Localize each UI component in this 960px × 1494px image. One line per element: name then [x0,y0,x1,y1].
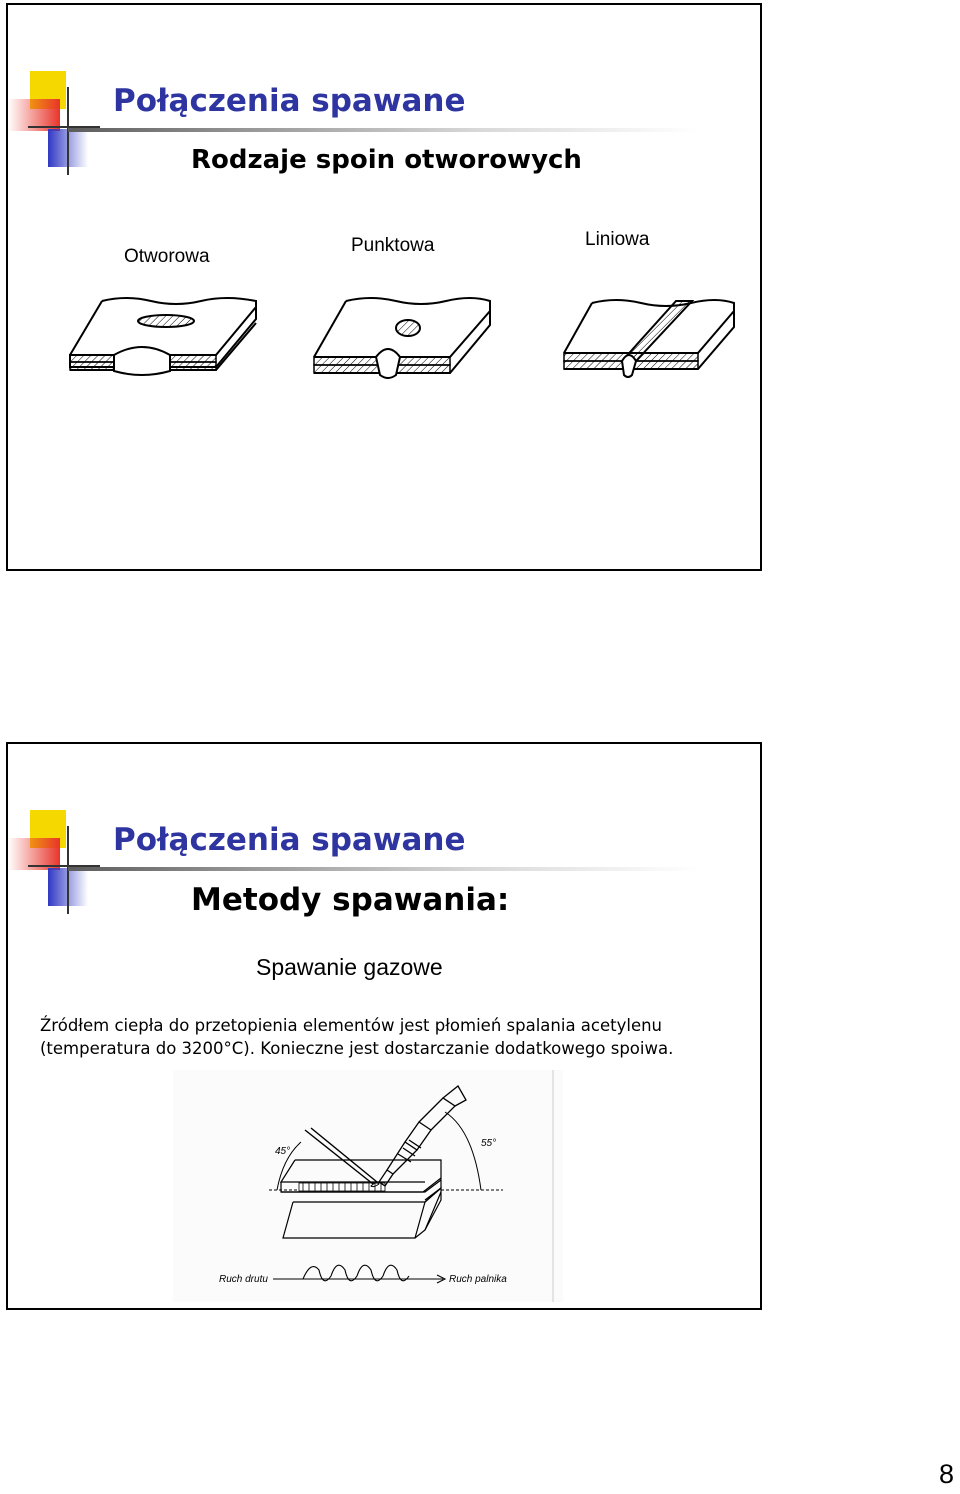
description-line: (temperatura do 3200°C). Konieczne jest dostarczanie dodatkowego spoiwa. [40,1039,674,1058]
torch-motion-label: Ruch palnika [449,1274,507,1285]
angle-left-label: 45° [275,1146,291,1157]
title-underline [68,128,698,132]
label-otworowa: Otworowa [124,246,210,267]
slide-subtitle: Metody spawania: [191,882,510,918]
slide-title: Połączenia spawane [113,822,466,858]
angle-right-label: 55° [481,1138,497,1149]
method-description [40,1014,740,1060]
weld-types-figure [56,291,746,396]
wire-motion-label: Ruch drutu [219,1274,268,1285]
method-heading: Spawanie gazowe [256,954,443,980]
description-line: Źródłem ciepła do przetopienia elementów jest płomień spalania acetylenu [40,1016,663,1035]
slide-logo-icon [8,71,108,181]
slide-logo-icon [8,810,108,920]
slide-title: Połączenia spawane [113,83,466,119]
label-punktowa: Punktowa [351,235,435,256]
title-underline [68,867,698,871]
spot-weld-plate [314,298,490,378]
slide-weld-types [6,3,762,571]
page-number: 8 [938,1459,954,1489]
slide-welding-methods [6,742,762,1310]
slide-subtitle: Rodzaje spoin otworowych [191,145,582,175]
plug-weld-plate [70,298,256,375]
gas-welding-figure [173,1070,563,1302]
label-liniowa: Liniowa [585,229,650,250]
seam-weld-plate [564,300,734,377]
